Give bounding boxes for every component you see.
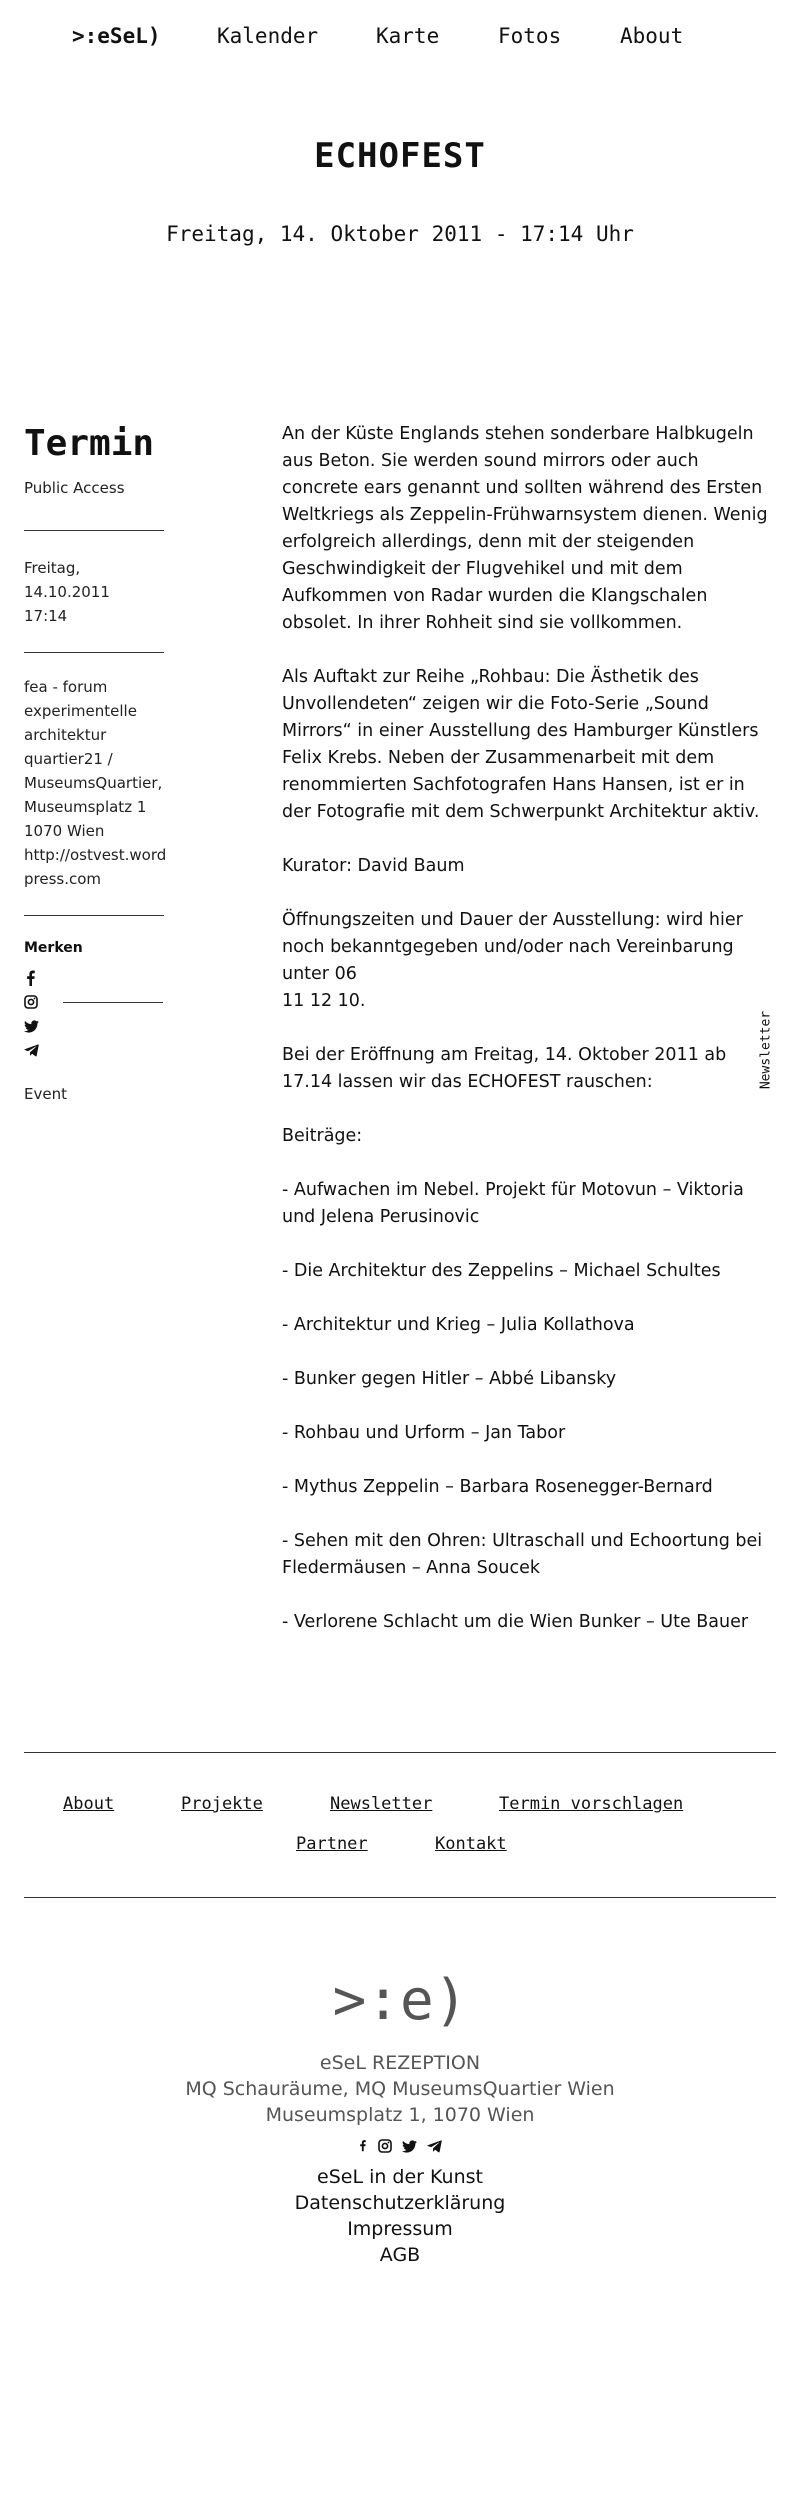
contribution-item: - Rohbau und Urform – Jan Tabor [282,1423,566,1443]
instagram-icon[interactable] [378,2138,392,2156]
footer-link-agb[interactable]: AGB [379,2244,421,2266]
contribution-item: - Aufwachen im Nebel. Projekt für Motovun – Viktoria und Jelena Perusinovic [282,1180,744,1227]
event-description [282,421,772,1663]
venue-name: eSeL REZEPTION [319,2052,481,2074]
paragraph: Beiträge: [282,1126,363,1146]
termin-heading: Termin [24,423,155,464]
paragraph: Bei der Eröffnung am Freitag, 14. Oktober 2011 ab 17.14 lassen wir das ECHOFEST rauschen: [282,1045,727,1092]
facebook-icon[interactable] [358,2138,368,2156]
location-block [24,675,167,891]
location-line: quartier21 / [24,750,113,768]
newsletter-tab-label: Newsletter [758,1010,774,1090]
facebook-icon[interactable] [24,970,44,986]
contribution-item: - Bunker gegen Hitler – Abbé Libansky [282,1369,617,1389]
paragraph [282,907,772,1015]
footer-link-newsletter[interactable]: Newsletter [330,1794,433,1814]
event-title: ECHOFEST [314,136,486,176]
nav-item-karte[interactable]: Karte [376,24,440,48]
nav-item-about[interactable]: About [620,24,684,48]
newsletter-side-tab[interactable] [754,1000,778,1100]
twitter-icon[interactable] [24,1020,44,1033]
nav-item-fotos[interactable]: Fotos [498,24,562,48]
footer-link-impressum[interactable]: Impressum [347,2218,453,2240]
paragraph: Als Auftakt zur Reihe „Rohbau: Die Ästhetik des Unvollendeten“ zeigen wir die Foto-Serie „Sound Mirrors“ in einer Ausstellung des Hamburger Künstlers Felix Krebs. Neben der Zusammenarbeit mit dem renommierten Sachfotografen Hans Hansen, ist er in der Fotografie mit dem Schwerpunkt Architektur aktiv. [282,667,760,822]
date-line: Freitag, 14.10.2011 [24,559,110,601]
footer-social-icons [0,2138,800,2156]
icon-divider [63,1002,163,1003]
event-sidebar [24,420,167,1106]
time-line: 17:14 [24,607,68,625]
footer-brand-mark: >:e) [332,1968,468,2033]
footer-divider-bottom [24,1897,776,1898]
footer-link-projekte[interactable]: Projekte [181,1794,263,1814]
share-icons [24,962,164,1062]
site-logo[interactable]: >:eSeL) [72,24,161,48]
location-line: MuseumsQuartier, [24,774,163,792]
sidebar-divider [24,652,164,653]
location-line: fea - forum [24,678,108,696]
event-datetime: Freitag, 14. Oktober 2011 - 17:14 Uhr [166,222,634,246]
top-navigation [0,0,800,72]
sidebar-divider [24,915,164,916]
telegram-icon[interactable] [24,1044,44,1057]
location-url-part: http://ostvest.word [24,846,167,864]
contribution-item: - Verlorene Schlacht um die Wien Bunker – Ute Bauer [282,1612,749,1632]
merken-label: Merken [24,940,83,956]
opening-hours-text: Öffnungszeiten und Dauer der Ausstellung: wird hier noch bekanntgegeben und/oder nach Vereinbarung unter 06 [282,910,743,984]
contribution-item: - Mythus Zeppelin – Barbara Rosenegger-Bernard [282,1477,713,1497]
footer-link-partner[interactable]: Partner [296,1834,368,1854]
footer-link-about[interactable]: About [63,1794,115,1814]
paragraph: An der Küste Englands stehen sonderbare Halbkugeln aus Beton. Sie werden sound mirrors oder auch concrete ears genannt und sollten während des Ersten Weltkriegs als Zeppelin-Frühwarnsystem dienen. Wenig erfolgreich allerdings, denn mit der steigenden Geschwindigkeit der Flugvehikel und mit dem Aufkommen von Radar wurden die Klangschalen obsolet. In ihrer Rohheit sind sie vollkommen. [282,424,768,633]
twitter-icon[interactable] [402,2138,417,2156]
contribution-item: - Architektur und Krieg – Julia Kollathova [282,1315,635,1335]
location-line: Museumsplatz 1 [24,798,147,816]
telegram-icon[interactable] [427,2138,442,2156]
footer-link-datenschutz[interactable]: Datenschutzerklärung [294,2192,506,2214]
location-website-link[interactable] [24,843,167,891]
sidebar-divider [24,530,164,531]
location-line: architektur [24,726,107,744]
instagram-icon[interactable] [24,995,44,1009]
footer-divider-top [24,1752,776,1753]
venue-address-line: Museumsplatz 1, 1070 Wien [265,2104,535,2126]
contribution-item: - Sehen mit den Ohren: Ultraschall und Echoortung bei Fledermäusen – Anna Soucek [282,1531,763,1578]
event-category: Event [24,1085,67,1103]
footer-link-esel-in-der-kunst[interactable]: eSeL in der Kunst [317,2166,483,2188]
event-date-block [24,556,164,628]
contribution-item: - Die Architektur des Zeppelins – Michael Schultes [282,1261,721,1281]
footer-link-termin-vorschlagen[interactable]: Termin vorschlagen [499,1794,684,1814]
paragraph: Kurator: David Baum [282,856,465,876]
location-url-part: press.com [24,870,102,888]
nav-item-kalender[interactable]: Kalender [217,24,319,48]
venue-address-line: MQ Schauräume, MQ MuseumsQuartier Wien [185,2078,615,2100]
access-label: Public Access [24,479,125,497]
location-line: experimentelle [24,702,137,720]
phone-tail: 11 12 10. [282,991,366,1011]
location-line: 1070 Wien [24,822,105,840]
footer-link-kontakt[interactable]: Kontakt [435,1834,507,1854]
